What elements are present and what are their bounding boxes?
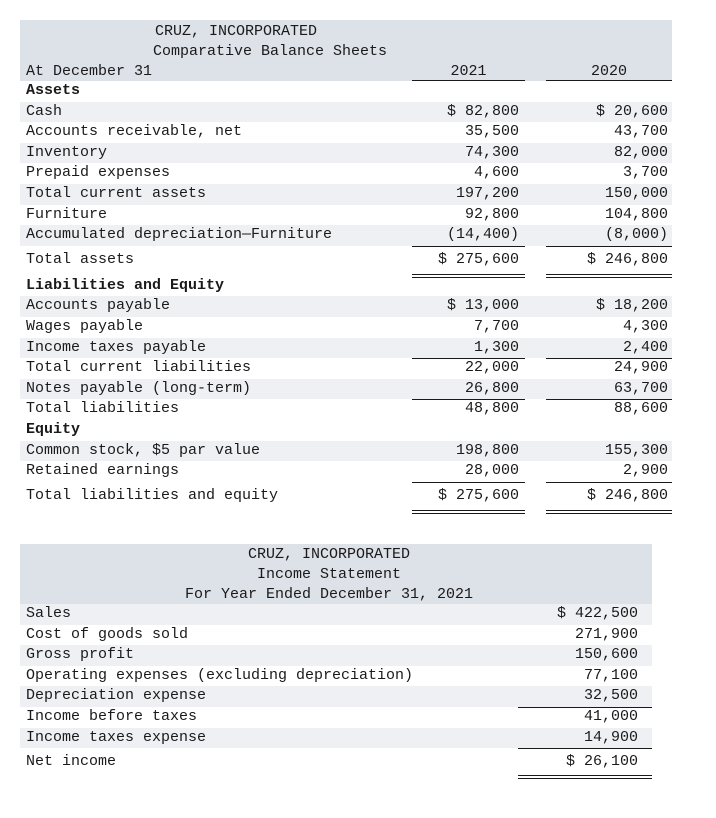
table-row <box>20 686 652 707</box>
total-liabilities-equity-row <box>20 482 672 510</box>
row-label: Notes payable (long-term) <box>26 379 252 397</box>
total-assets-row <box>20 246 672 274</box>
value-2021: $ 13,000 <box>446 297 519 315</box>
value-2021: 48,800 <box>464 400 519 418</box>
table-row <box>20 461 672 482</box>
value-2020: 63,700 <box>546 379 672 401</box>
value-2020: 43,700 <box>613 123 668 141</box>
amount: 32,500 <box>518 686 652 708</box>
bs-date-label: At December 31 <box>26 63 153 80</box>
table-row <box>20 317 672 338</box>
row-label: Cash <box>26 102 63 120</box>
table-row <box>20 666 652 687</box>
is-company: CRUZ, INCORPORATED <box>247 546 411 563</box>
value-2020: 150,000 <box>604 184 668 202</box>
value-2021: 28,000 <box>412 461 525 483</box>
row-label: Income before taxes <box>26 707 198 725</box>
bs-company: CRUZ, INCORPORATED <box>154 23 318 40</box>
value-2021: 4,600 <box>412 163 525 185</box>
value-2021: 22,000 <box>464 359 519 377</box>
amount: 41,000 <box>583 707 638 725</box>
row-label: Income taxes payable <box>26 338 207 356</box>
table-row <box>20 707 652 728</box>
row-label: Total assets <box>26 250 135 268</box>
assets-heading-row <box>20 81 672 102</box>
table-row <box>20 441 672 462</box>
liabilities-heading-row <box>20 276 672 297</box>
row-label: Total liabilities and equity <box>26 486 279 504</box>
value-2021: 198,800 <box>455 441 519 459</box>
value-2020: $ 20,600 <box>595 102 668 120</box>
equity-heading-row <box>20 420 672 441</box>
row-label: Operating expenses (excluding depreciation) <box>26 666 414 684</box>
row-label: Inventory <box>26 143 108 161</box>
value-2021: 197,200 <box>455 184 519 202</box>
is-title: Income Statement <box>256 566 402 583</box>
value-2020: (8,000) <box>546 225 672 247</box>
row-label: Cost of goods sold <box>26 625 189 643</box>
bs-year-2021: 2021 <box>450 63 487 80</box>
table-row <box>20 163 672 184</box>
net-income-row <box>20 748 652 775</box>
assets-heading: Assets <box>26 82 81 99</box>
value-2021: 26,800 <box>412 379 525 401</box>
value-2021: 35,500 <box>464 123 519 141</box>
amount: $ 26,100 <box>518 748 652 779</box>
row-label: Gross profit <box>26 646 135 664</box>
balance-sheet <box>20 20 672 510</box>
row-label: Common stock, $5 par value <box>26 441 261 459</box>
value-2020: 88,600 <box>613 400 668 418</box>
balance-sheet-header <box>20 20 672 81</box>
value-2021: 1,300 <box>412 338 525 360</box>
liabilities-heading: Liabilities and Equity <box>26 276 225 294</box>
amount: 77,100 <box>583 666 638 684</box>
value-2020: 2,400 <box>546 338 672 360</box>
value-2021: 7,700 <box>473 317 519 335</box>
row-label: Sales <box>26 605 72 622</box>
table-row <box>20 338 672 359</box>
amount: 271,900 <box>518 625 652 647</box>
income-statement <box>20 544 652 775</box>
value-2020: 155,300 <box>604 441 668 459</box>
value-2020: 2,900 <box>546 461 672 483</box>
value-2020: $ 246,800 <box>546 482 672 514</box>
row-label: Accumulated depreciation—Furniture <box>26 226 333 244</box>
row-label: Retained earnings <box>26 462 180 480</box>
value-2021: $ 82,800 <box>446 102 519 120</box>
table-row <box>20 205 672 226</box>
row-label: Accounts payable <box>26 297 171 315</box>
value-2021: 74,300 <box>464 143 519 161</box>
table-row <box>20 122 672 143</box>
table-row <box>20 625 652 646</box>
is-period: For Year Ended December 31, 2021 <box>184 586 474 603</box>
amount: $ 422,500 <box>556 605 638 622</box>
table-row <box>20 102 672 123</box>
value-2021: (14,400) <box>412 225 525 247</box>
amount: 150,600 <box>574 646 638 664</box>
value-2020: 4,300 <box>622 317 668 335</box>
value-2020: 82,000 <box>613 143 668 161</box>
row-label: Depreciation expense <box>26 687 207 705</box>
income-statement-header <box>20 544 652 604</box>
table-row <box>20 296 672 317</box>
row-label: Furniture <box>26 205 108 223</box>
amount: 14,900 <box>518 728 652 750</box>
value-2020: 104,800 <box>604 205 668 223</box>
table-row <box>20 728 652 749</box>
table-row <box>20 225 672 246</box>
table-row <box>20 184 672 205</box>
value-2020: $ 246,800 <box>546 246 672 278</box>
row-label: Prepaid expenses <box>26 164 171 182</box>
table-row <box>20 399 672 420</box>
row-label: Income taxes expense <box>26 728 207 746</box>
row-label: Accounts receivable, net <box>26 123 243 141</box>
row-label: Total current assets <box>26 184 207 202</box>
table-row <box>20 358 672 379</box>
row-label: Total liabilities <box>26 400 180 418</box>
value-2021: $ 275,600 <box>412 482 525 514</box>
table-row <box>20 645 652 666</box>
row-label: Total current liabilities <box>26 359 252 377</box>
table-row <box>20 379 672 400</box>
equity-heading: Equity <box>26 420 81 438</box>
row-label: Wages payable <box>26 317 144 335</box>
bs-year-2020: 2020 <box>590 63 627 80</box>
table-row <box>20 143 672 164</box>
value-2021: 92,800 <box>464 205 519 223</box>
bs-title: Comparative Balance Sheets <box>152 43 388 60</box>
row-label: Net income <box>26 753 117 771</box>
value-2020: $ 18,200 <box>595 297 668 315</box>
table-row <box>20 604 652 625</box>
value-2020: 24,900 <box>613 359 668 377</box>
value-2021: $ 275,600 <box>412 246 525 278</box>
value-2020: 3,700 <box>546 163 672 185</box>
